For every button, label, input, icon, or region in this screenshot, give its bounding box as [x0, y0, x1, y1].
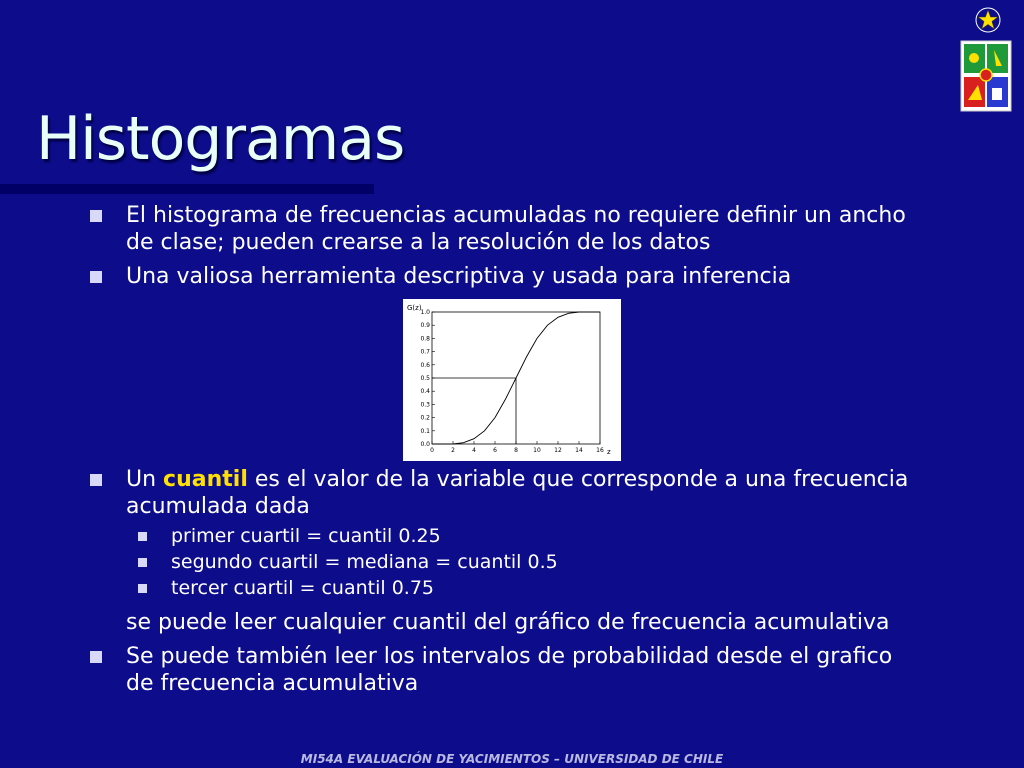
- x-tick-label: 12: [554, 447, 562, 454]
- sub-bullet-marker: [138, 532, 147, 541]
- chart-svg: [403, 299, 621, 461]
- y-tick-label: 0.0: [420, 441, 430, 448]
- star-icon: [974, 6, 1002, 34]
- x-tick-label: 10: [533, 447, 541, 454]
- bullet-text-4a: Se puede también leer los intervalos de probabilidad desde el grafico: [126, 644, 893, 669]
- y-tick-label: 0.8: [420, 335, 430, 343]
- university-crest-icon: [960, 40, 1012, 112]
- sub-bullet-marker: [138, 558, 147, 567]
- x-tick-label: 8: [514, 447, 518, 454]
- x-tick-label: 14: [575, 447, 583, 454]
- text-prefix: Un: [126, 467, 164, 492]
- x-tick-label: 6: [493, 447, 497, 454]
- y-tick-label: 0.1: [420, 427, 430, 435]
- x-tick-label: 16: [596, 447, 604, 454]
- sub-bullet-text-2: segundo cuartil = mediana = cuantil 0.5: [171, 551, 558, 573]
- text-suffix: es el valor de la variable que corresponde a una frecuencia: [247, 467, 909, 492]
- bullet-text-2: Una valiosa herramienta descriptiva y usada para inferencia: [126, 264, 792, 289]
- keyword-cuantil: cuantil: [163, 467, 248, 492]
- y-tick-label: 0.7: [420, 348, 430, 356]
- bullet-marker: [90, 271, 102, 283]
- bullet-text-1b: de clase; pueden crearse a la resolución de los datos: [126, 230, 711, 255]
- bullet-text-1a: El histograma de frecuencias acumuladas no requiere definir un ancho: [126, 203, 906, 228]
- slide-footer: MI54A EVALUACIÓN DE YACIMIENTOS – UNIVERSIDAD DE CHILE: [300, 752, 724, 766]
- y-tick-label: 0.3: [420, 401, 430, 409]
- cumulative-frequency-chart: [403, 299, 621, 461]
- slide-title: Histogramas: [36, 104, 405, 174]
- bullet-text-3b: acumulada dada: [126, 494, 310, 519]
- bullet-marker: [90, 474, 102, 486]
- y-axis-label: G(z): [407, 304, 422, 312]
- title-underline: [0, 184, 374, 194]
- bullet-marker: [90, 651, 102, 663]
- y-tick-label: 0.5: [420, 375, 430, 382]
- sub-bullet-text-3: tercer cuartil = cuantil 0.75: [171, 577, 434, 599]
- y-tick-label: 1.0: [420, 309, 430, 316]
- sub-bullet-marker: [138, 584, 147, 593]
- bullet-marker: [90, 210, 102, 222]
- bullet-text-4b: de frecuencia acumulativa: [126, 671, 419, 696]
- note-text: se puede leer cualquier cuantil del gráfico de frecuencia acumulativa: [126, 610, 890, 635]
- x-axis-label: z: [607, 448, 611, 456]
- y-tick-label: 0.4: [420, 388, 430, 396]
- y-tick-label: 0.6: [420, 361, 430, 369]
- y-tick-label: 0.2: [420, 414, 430, 422]
- x-tick-label: 4: [472, 447, 476, 454]
- bullet-text-3a: [126, 466, 908, 493]
- x-tick-label: 2: [451, 447, 455, 454]
- sub-bullet-text-1: primer cuartil = cuantil 0.25: [171, 525, 441, 547]
- x-tick-label: 0: [430, 447, 434, 454]
- y-tick-label: 0.9: [420, 322, 430, 330]
